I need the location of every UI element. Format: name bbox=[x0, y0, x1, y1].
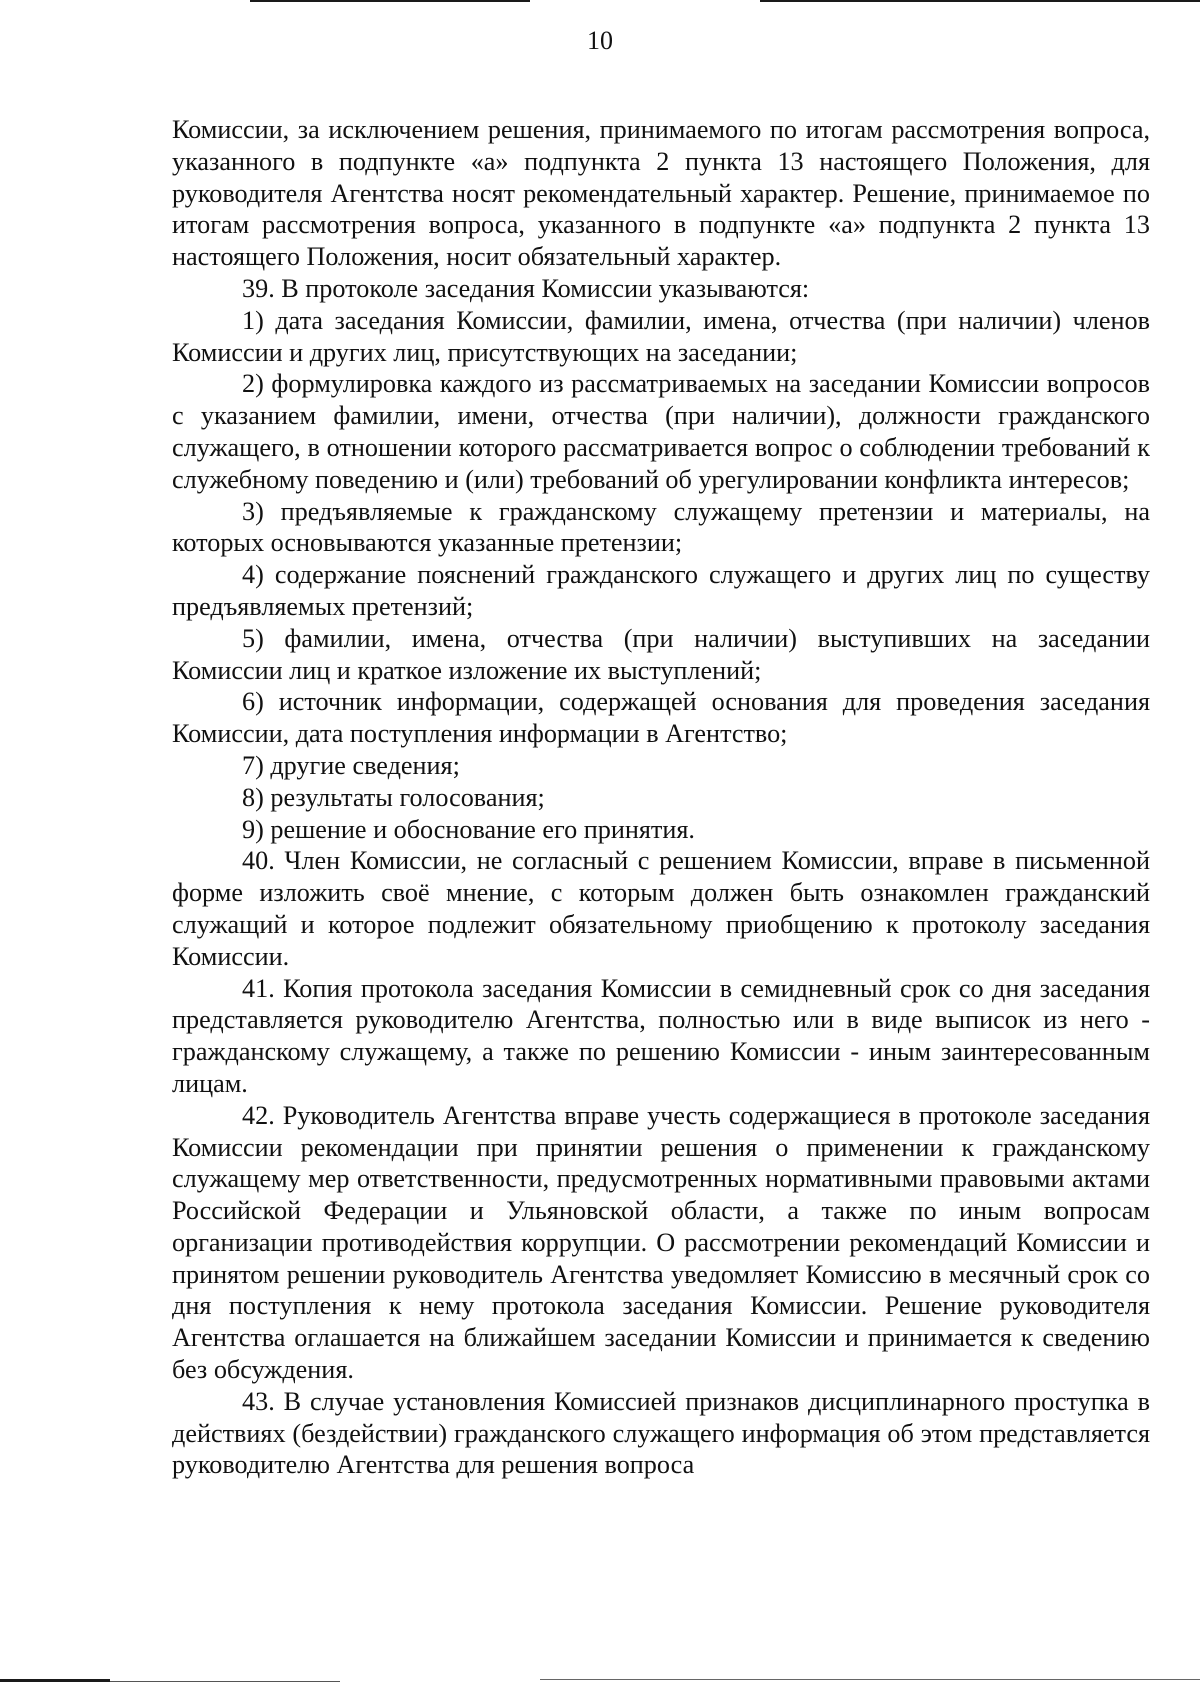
scan-edge-line bbox=[540, 1679, 1200, 1680]
list-item-9: 9) решение и обоснование его принятия. bbox=[242, 814, 695, 844]
document-body bbox=[172, 114, 1150, 1481]
scan-edge-line bbox=[250, 0, 530, 2]
list-item-1: 1) дата заседания Комиссии, фамилии, имена, отчества (при наличии) членов Комиссии и других лиц, присутствующих на заседании; bbox=[172, 305, 1150, 367]
paragraph-43: 43. В случае установления Комиссией признаков дисциплинарного проступка в действиях (бездействии) гражданского служащего информация об этом представляется руководителю Агентства для решения вопроса bbox=[172, 1386, 1150, 1480]
list-item-7: 7) другие сведения; bbox=[242, 750, 460, 780]
list-item-3: 3) предъявляемые к гражданскому служащему претензии и материалы, на которых основываются указанные претензии; bbox=[172, 496, 1150, 558]
list-item-4: 4) содержание пояснений гражданского служащего и других лиц по существу предъявляемых претензий; bbox=[172, 560, 1150, 621]
scan-edge-line bbox=[110, 1681, 340, 1682]
list-item-2: 2) формулировка каждого из рассматриваемых на заседании Комиссии вопросов с указанием фамилии, имени, отчества (при наличии), должности гражданского служащего, в отношении которого рассматривается вопрос о соблюдении требований к служебному поведению и (или) требований об урегулировании конфликта интересов; bbox=[172, 369, 1150, 494]
paragraph-40: 40. Член Комиссии, не согласный с решением Комиссии, вправе в письменной форме изложить своё мнение, с которым должен быть ознакомлен гражданский служащий и которое подлежит обязательному приобщению к протоколу заседания Комиссии. bbox=[172, 846, 1150, 971]
paragraph-42: 42. Руководитель Агентства вправе учесть содержащиеся в протоколе заседания Комиссии рекомендации при принятии решения о применении к гражданскому служащему мер ответственности, предусмотренных нормативными правовыми актами Российской Федерации и Ульяновской области, а также по иным вопросам организации противодействия коррупции. О рассмотрении рекомендаций Комиссии и принятом решении руководитель Агентства уведомляет Комиссию в месячный срок со дня поступления к нему протокола заседания Комиссии. Решение руководителя Агентства оглашается на ближайшем заседании Комиссии и принимается к сведению без обсуждения. bbox=[172, 1100, 1150, 1385]
list-item-6: 6) источник информации, содержащей основания для проведения заседания Комиссии, дата поступления информации в Агентство; bbox=[172, 687, 1150, 749]
paragraph-39: 39. В протоколе заседания Комиссии указываются: bbox=[242, 273, 810, 303]
list-item-8: 8) результаты голосования; bbox=[242, 782, 545, 812]
page-number: 10 bbox=[587, 26, 613, 55]
scan-edge-line bbox=[0, 1679, 110, 1682]
paragraph-41: 41. Копия протокола заседания Комиссии в семидневный срок со дня заседания представляется руководителю Агентства, полностью или в виде выписок из него - гражданскому служащему, а также по решению Комиссии - иным заинтересованным лицам. bbox=[172, 973, 1150, 1098]
list-item-5: 5) фамилии, имена, отчества (при наличии) выступивших на заседании Комиссии лиц и краткое изложение их выступлений; bbox=[172, 623, 1150, 685]
paragraph-continuation: Комиссии, за исключением решения, принимаемого по итогам рассмотрения вопроса, указанного в подпункте «а» подпункта 2 пункта 13 настоящего Положения, для руководителя Агентства носят рекомендательный характер. Решение, принимаемое по итогам рассмотрения вопроса, указанного в подпункте «а» подпункта 2 пункта 13 настоящего Положения, носит обязательный характер. bbox=[172, 115, 1150, 272]
scan-edge-line bbox=[760, 0, 1200, 2]
